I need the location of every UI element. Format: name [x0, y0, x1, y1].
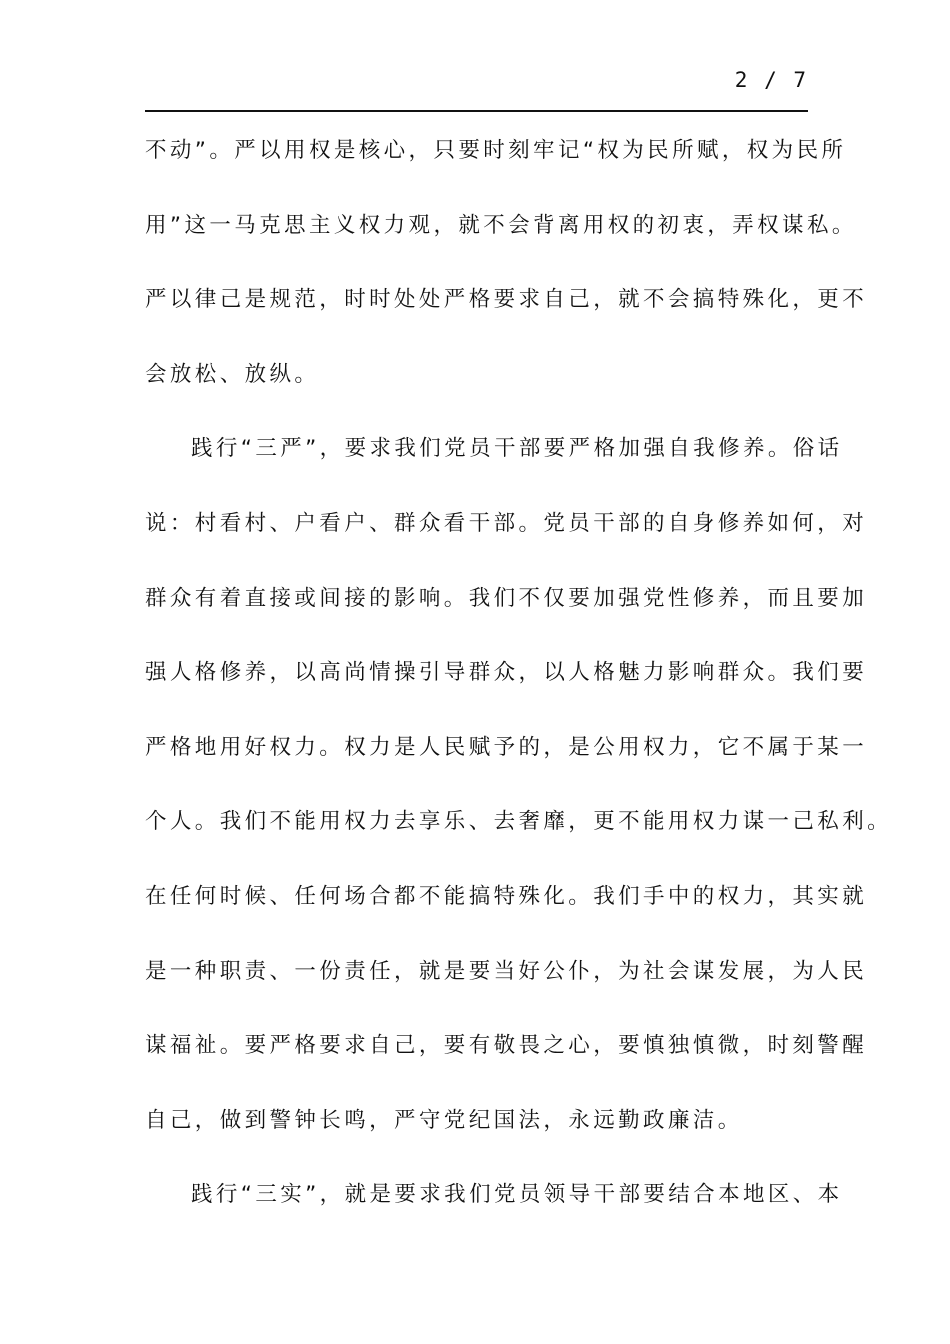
text-line: 个人。我们不能用权力去享乐、去奢靡，更不能用权力谋一己私利。: [145, 809, 893, 835]
text-line: 自己，做到警钟长鸣，严守党纪国法，永远勤政廉洁。: [145, 1107, 743, 1133]
body-text: [145, 122, 893, 1241]
page-number: 2 / 7: [734, 68, 808, 92]
text-line: 群众有着直接或间接的影响。我们不仅要加强党性修养，而且要加: [145, 585, 868, 611]
text-line: 不动”。严以用权是核心，只要时刻牢记“权为民所赋，权为民所: [145, 138, 847, 163]
text-line: 严以律己是规范，时时处处严格要求自己，就不会搞特殊化，更不: [145, 287, 868, 313]
text-line: 会放松、放纵。: [145, 361, 320, 387]
text-line: 是一种职责、一份责任，就是要当好公仆，为社会谋发展，为人民: [145, 958, 868, 984]
text-line: 谋福祉。要严格要求自己，要有敬畏之心，要慎独慎微，时刻警醒: [145, 1033, 868, 1059]
header-rule: [145, 110, 808, 112]
text-line: 说：村看村、户看户、群众看干部。党员干部的自身修养如何，对: [145, 510, 868, 536]
text-line: 用”这一马克思主义权力观，就不会背离用权的初衷，弄权谋私。: [145, 212, 857, 238]
text-line: 严格地用好权力。权力是人民赋予的，是公用权力，它不属于某一: [145, 734, 868, 760]
paragraph-start-line: 践行“三实”，就是要求我们党员领导干部要结合本地区、本: [191, 1182, 843, 1208]
text-line: 在任何时候、任何场合都不能搞特殊化。我们手中的权力，其实就: [145, 883, 868, 909]
text-line: 强人格修养，以高尚情操引导群众，以人格魅力影响群众。我们要: [145, 660, 868, 686]
paragraph-start-line: 践行“三严”，要求我们党员干部要严格加强自我修养。俗话: [191, 436, 843, 462]
